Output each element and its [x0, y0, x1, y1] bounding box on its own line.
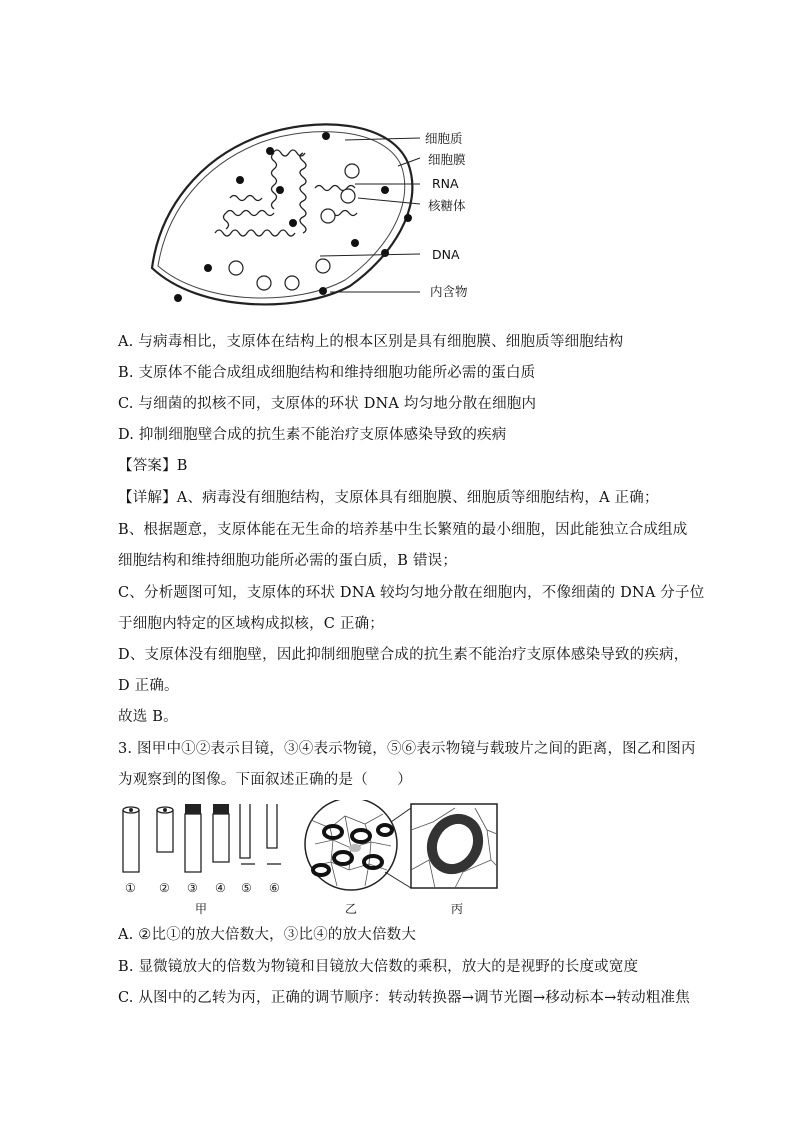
view-yi: [305, 800, 397, 890]
dna-strand-2: [230, 186, 357, 216]
caption-jia: 甲: [195, 902, 208, 916]
q3-stem-line-1: 3. 图甲中①②表示目镜，③④表示物镜，⑤⑥表示物镜与载玻片之间的距离，图乙和图丙: [118, 741, 696, 757]
explanation-line-5: 于细胞内特定的区域构成拟核，C 正确；: [118, 616, 385, 632]
explanation-line-1: 【详解】A、病毒没有细胞结构，支原体具有细胞膜、细胞质等细胞结构，A 正确；: [118, 490, 659, 506]
num-5: ⑤: [241, 881, 252, 895]
objective-caps: [129, 804, 229, 814]
explanation-line-6: D、支原体没有细胞壁，因此抑制细胞壁合成的抗生素不能治疗支原体感染导致的疾病，: [118, 647, 689, 663]
num-6: ⑥: [269, 881, 280, 895]
q2-option-c: C. 与细菌的拟核不同，支原体的环状 DNA 均匀地分散在细胞内: [118, 396, 537, 412]
q2-option-b: B. 支原体不能合成组成细胞结构和维持细胞功能所必需的蛋白质: [118, 365, 536, 381]
caption-yi: 乙: [345, 902, 358, 916]
label-dna: DNA: [432, 247, 460, 262]
mycoplasma-diagram: [140, 118, 500, 318]
microscope-figure: [115, 800, 515, 920]
explanation-line-7: D 正确。: [118, 678, 179, 694]
view-bing: [411, 804, 497, 888]
label-rna: RNA: [432, 176, 459, 191]
explanation-line-4: C、分析题图可知，支原体的环状 DNA 较均匀地分散在细胞内，不像细菌的 DNA 分子位: [118, 585, 705, 601]
q3-option-a: A. ②比①的放大倍数大，③比④的放大倍数大: [118, 927, 417, 943]
cell-membrane: [152, 124, 412, 304]
num-4: ④: [215, 881, 226, 895]
q2-option-a: A. 与病毒相比，支原体在结构上的根本区别是具有细胞膜、细胞质等细胞结构: [118, 334, 624, 350]
caption-bing: 丙: [451, 902, 464, 916]
q3-option-b: B. 显微镜放大的倍数为物镜和目镜放大倍数的乘积，放大的是视野的长度或宽度: [118, 959, 639, 975]
label-membrane: 细胞膜: [428, 152, 466, 167]
label-inclusion: 内含物: [430, 284, 468, 299]
lens-drawings: [123, 804, 281, 872]
label-cytoplasm: 细胞质: [425, 131, 463, 146]
explanation-line-3: 细胞结构和维持细胞功能所必需的蛋白质，B 错误；: [118, 553, 458, 569]
label-ribosome: 核糖体: [428, 198, 466, 213]
num-3: ③: [187, 881, 198, 895]
q2-option-d: D. 抑制细胞壁合成的抗生素不能治疗支原体感染导致的疾病: [118, 427, 507, 443]
q3-option-c: C. 从图中的乙转为丙，正确的调节顺序：转动转换器→调节光圈→移动标本→转动粗准焦: [118, 990, 690, 1006]
num-1: ①: [125, 881, 136, 895]
explanation-line-8: 故选 B。: [118, 709, 178, 725]
q3-stem-line-2: 为观察到的图像。下面叙述正确的是（ ）: [118, 772, 412, 788]
explanation-line-2: B、根据题意，支原体能在无生命的培养基中生长繁殖的最小细胞，因此能独立合成组成: [118, 522, 688, 538]
num-2: ②: [159, 881, 170, 895]
answer: 【答案】B: [118, 458, 188, 474]
ribosomes: [229, 164, 359, 290]
